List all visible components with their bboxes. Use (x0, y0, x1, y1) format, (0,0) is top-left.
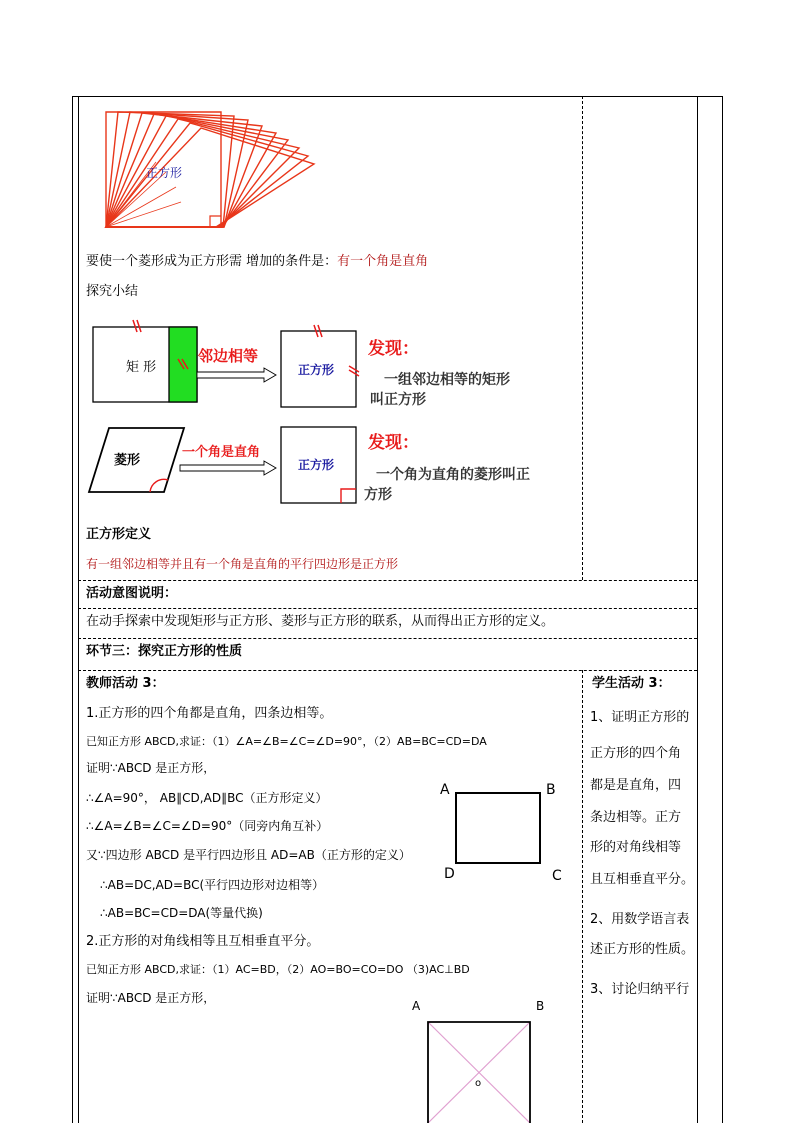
square-abcd-figure (436, 778, 572, 884)
teacher-line: 已知正方形 ABCD,求证：（1）∠A=∠B=∠C=∠D=90°，（2）AB=BC=CD=DA (86, 735, 487, 748)
rotating-square-figure (96, 102, 316, 232)
intent-title: 活动意图说明： (86, 586, 178, 601)
vertex-b2: B (536, 999, 545, 1013)
student-line: 都是是直角，四 (590, 778, 682, 793)
teacher-line: 已知正方形 ABCD,求证：（1）AC=BD，（2）AO=BO=CO=DO （3)AC⊥BD (86, 963, 470, 976)
rect-label: 矩 形 (126, 360, 157, 375)
condition-answer: 有一个角是直角 (337, 254, 429, 269)
column-divider-top (582, 96, 583, 580)
teacher-line: 又∵四边形 ABCD 是平行四边形且 AD=AB（正方形的定义） (86, 848, 411, 862)
student-line: 且互相垂直平分。 (590, 872, 695, 887)
student-line: 述正方形的性质。 (590, 942, 695, 957)
teacher-line: 证明∵ABCD 是正方形， (86, 761, 216, 775)
center-o: o (475, 1078, 482, 1089)
definition-title: 正方形定义 (86, 527, 152, 542)
find2-line2: 方形 (364, 487, 392, 503)
student-line: 3、讨论归纳平行 (590, 982, 690, 997)
table-top-border (72, 96, 723, 97)
rhombus-label: 菱形 (114, 453, 141, 468)
teacher-line: 证明∵ABCD 是正方形， (86, 991, 216, 1005)
table-right-border (722, 96, 723, 1123)
definition-text: 有一组邻边相等并且有一个角是直角的平行四边形是正方形 (86, 557, 399, 571)
square1-label: 正方形 (298, 363, 335, 377)
teacher-line: ∴∠A=90°， AB∥CD,AD∥BC（正方形定义） (86, 791, 328, 805)
find1-line1: 一组邻边相等的矩形 (384, 372, 510, 388)
square-diagonals-figure (406, 996, 556, 1123)
table-inner-left-border (78, 96, 79, 1123)
row-divider-1 (78, 580, 697, 581)
table-inner-right-border (697, 96, 698, 1123)
summary-diagram (84, 316, 574, 514)
teacher-line: ∴AB=DC,AD=BC(平行四边形对边相等） (100, 878, 325, 892)
vertex-b: B (546, 782, 556, 798)
arrow1-label: 邻边相等 (198, 347, 259, 365)
row-divider-2 (78, 608, 697, 609)
condition-prefix: 要使一个菱形成为正方形需 增加的条件是： (86, 254, 338, 269)
vertex-a: A (440, 782, 450, 798)
summary-title: 探究小结 (86, 284, 139, 299)
find2-line1: 一个角为直角的菱形叫正 (376, 467, 530, 483)
intent-text: 在动手探索中发现矩形与正方形、菱形与正方形的联系，从而得出正方形的定义。 (86, 614, 555, 629)
find1-line2: 叫正方形 (370, 392, 426, 408)
vertex-d: D (444, 866, 455, 882)
fig1-label: 正方形 (146, 166, 183, 180)
student-line: 条边相等。正方 (590, 810, 682, 825)
condition-line (86, 254, 428, 270)
student-line: 正方形的四个角 (590, 746, 682, 761)
teacher-title: 教师活动 3： (86, 676, 165, 691)
vertex-c: C (552, 868, 562, 884)
teacher-line: 2.正方形的对角线相等且互相垂直平分。 (86, 934, 320, 949)
teacher-line: 1.正方形的四个角都是直角，四条边相等。 (86, 706, 333, 721)
student-title: 学生活动 3： (592, 676, 671, 691)
row-divider-4 (78, 670, 697, 671)
teacher-line: ∴∠A=∠B=∠C=∠D=90°（同旁内角互补） (86, 819, 329, 833)
arrow2-label: 一个角是直角 (182, 445, 261, 460)
table-left-border (72, 96, 73, 1123)
column-divider-bottom (582, 670, 583, 1123)
vertex-a2: A (412, 999, 421, 1013)
square2-label: 正方形 (298, 458, 335, 472)
section3-title: 环节三：探究正方形的性质 (86, 644, 243, 659)
find2-title: 发现： (368, 433, 419, 453)
student-line: 2、用数学语言表 (590, 912, 690, 927)
teacher-line: ∴AB=BC=CD=DA(等量代换) (100, 906, 263, 920)
student-line: 形的对角线相等 (590, 840, 682, 855)
student-line: 1、证明正方形的 (590, 710, 690, 725)
row-divider-3 (78, 638, 697, 639)
find1-title: 发现： (368, 339, 419, 359)
